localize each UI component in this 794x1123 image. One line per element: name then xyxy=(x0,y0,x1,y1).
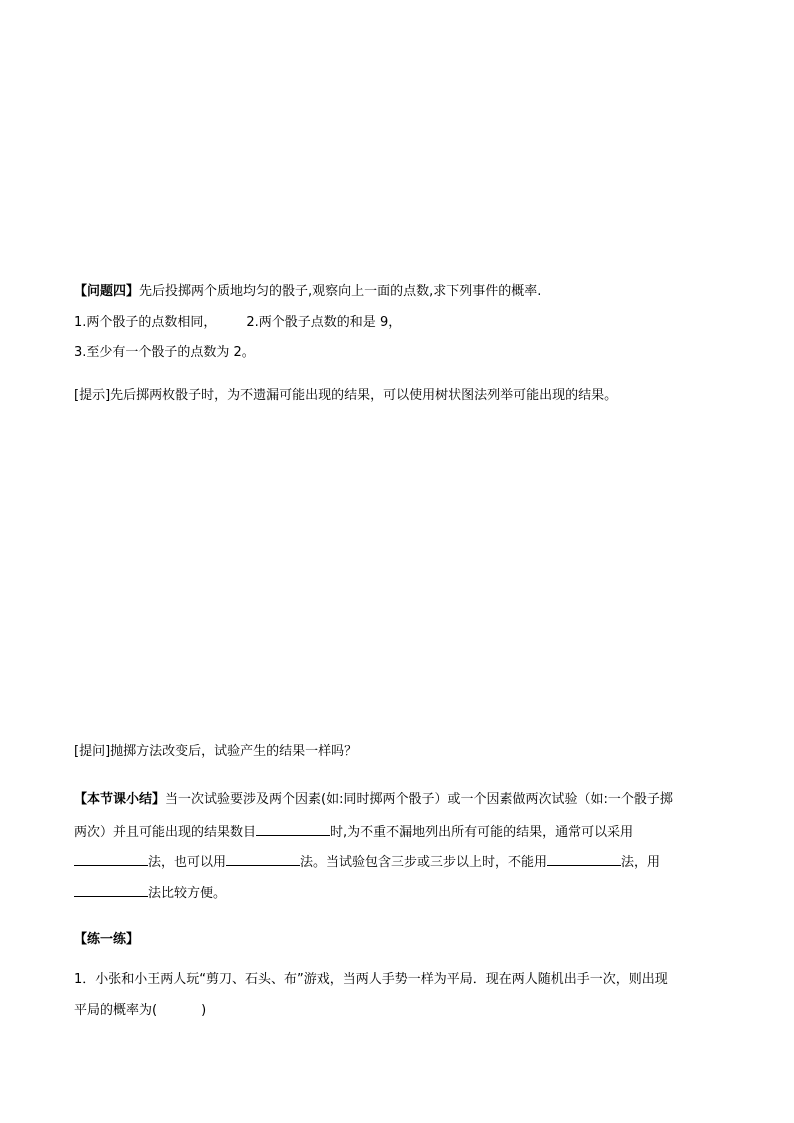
summary-line3 xyxy=(74,852,734,872)
fill-blank-5[interactable] xyxy=(74,883,148,897)
summary-text-1: 当一次试验要涉及两个因素(如:同时掷两个骰子）或一个因素做两次试验（如:一个骰子掷 xyxy=(165,792,673,807)
fill-blank-2[interactable] xyxy=(74,852,148,866)
practice-heading xyxy=(74,931,734,949)
summary-text-3c: 法，用 xyxy=(621,855,661,870)
fill-blank-3[interactable] xyxy=(226,852,300,866)
problem4-line xyxy=(74,283,734,301)
practice-q1-line2 xyxy=(74,1002,734,1020)
problem4-items-line xyxy=(74,314,734,332)
problem4-item3: 3.至少有一个骰子的点数为 2。 xyxy=(74,345,255,360)
summary-text-2b: 时,为不重不漏地列出所有可能的结果，通常可以采用 xyxy=(330,825,634,840)
practice-q1-text-2a: 平局的概率为( xyxy=(74,1003,158,1018)
fill-blank-1[interactable] xyxy=(256,822,330,836)
problem4-item3-line xyxy=(74,344,734,362)
fill-blank-4[interactable] xyxy=(547,852,621,866)
summary-line4 xyxy=(74,883,734,903)
summary-line1 xyxy=(74,791,734,809)
question-text: [提问]抛掷方法改变后，试验产生的结果一样吗？ xyxy=(74,744,358,759)
problem4-item1: 1.两个骰子的点数相同， xyxy=(74,315,217,330)
problem4-heading: 【问题四】 xyxy=(74,284,140,299)
summary-heading: 【本节课小结】 xyxy=(74,792,166,807)
summary-text-3b: 法。当试验包含三步或三步以上时，不能用 xyxy=(300,855,548,870)
summary-text-4a: 法比较方便。 xyxy=(148,886,227,901)
problem4-hint xyxy=(74,387,734,405)
summary-text-3a: 法，也可以用 xyxy=(148,855,227,870)
practice-q1-text-1: 1．小张和小王两人玩“剪刀、石头、布”游戏，当两人手势一样为平局．现在两人随机出手一次，则出现 xyxy=(74,972,668,987)
practice-q1-line1 xyxy=(74,971,734,989)
problem4-text: 先后投掷两个质地均匀的骰子,观察向上一面的点数,求下列事件的概率. xyxy=(139,284,542,299)
summary-line2 xyxy=(74,822,734,842)
question-line xyxy=(74,743,734,761)
practice-heading-text: 【练一练】 xyxy=(74,932,140,947)
hint-text: [提示]先后掷两枚骰子时，为不遗漏可能出现的结果，可以使用树状图法列举可能出现的结果。 xyxy=(74,388,618,403)
problem4-item2: 2.两个骰子点数的和是 9， xyxy=(246,315,402,330)
practice-q1-text-2b: ) xyxy=(201,1003,207,1018)
summary-text-2a: 两次）并且可能出现的结果数目 xyxy=(74,825,257,840)
